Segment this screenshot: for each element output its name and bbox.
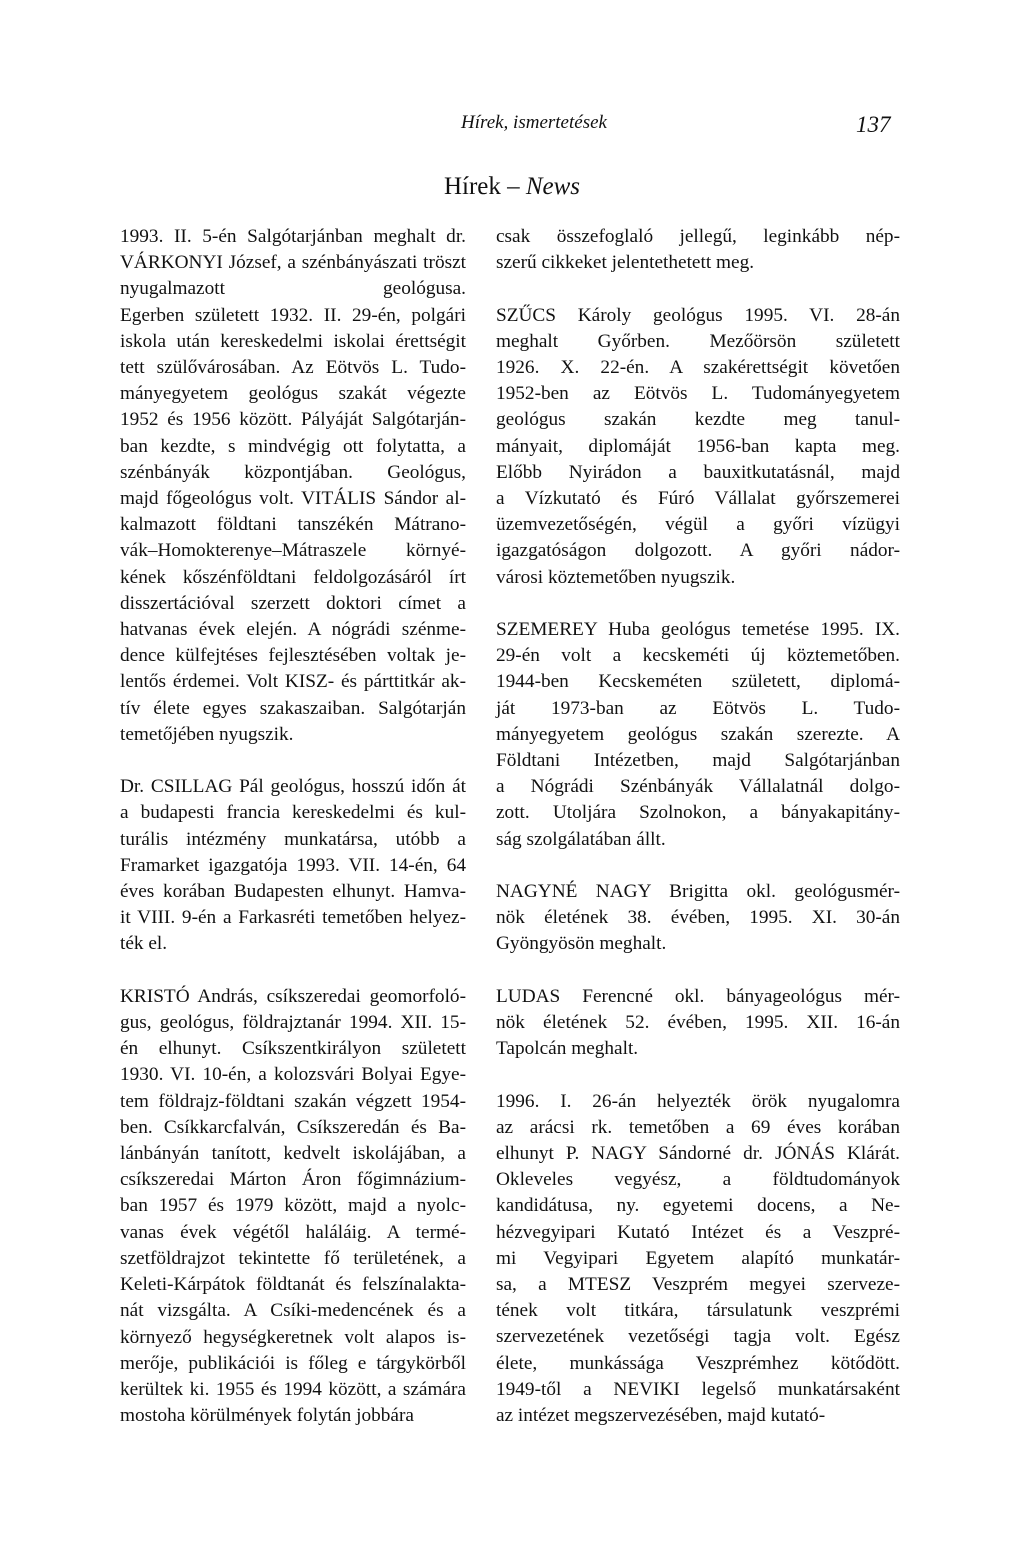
text-line: tív élete egyes szakaszaiban. Salgótarján xyxy=(120,697,466,719)
section-title-hungarian: Hírek xyxy=(443,173,501,200)
text-line: nát vizsgálta. A Csíki-medencének és a xyxy=(120,1300,466,1322)
text-line: nyugalmazott geológusa. xyxy=(120,278,466,300)
text-line: az arácsi rk. temetőben a 69 éves korában xyxy=(496,1116,900,1138)
text-line: éves korában Budapesten elhunyt. Hamva- xyxy=(120,881,466,903)
obituary-entry xyxy=(120,774,466,957)
text-line: környező hegységkeretnek volt alapos is- xyxy=(120,1326,466,1348)
text-line: Földtani Intézetben, majd Salgótarjánban xyxy=(496,750,900,772)
text-line: Tapolcán meghalt. xyxy=(496,1038,639,1060)
text-line: Dr. CSILLAG Pál geológus, hosszú időn át xyxy=(120,776,466,798)
text-line: ban kezdte, s mindvégig ott folytatta, a xyxy=(120,435,466,457)
text-line: én elhunyt. Csíkszentkirályon született xyxy=(120,1038,466,1060)
text-line: lánbányán tanított, kedvelt iskolájában, a xyxy=(120,1143,466,1165)
text-line: tem földrajz-földtani szakán végzett 1954- xyxy=(120,1090,466,1112)
text-line: 1926. X. 22-én. A szakérettségit követően xyxy=(496,357,900,378)
text-line: mányegyetem geológus szakán szerezte. A xyxy=(496,723,900,745)
text-line: temetőjében nyugszik. xyxy=(120,723,294,745)
text-line: 29-én volt a kecskeméti új köztemetőben. xyxy=(496,645,900,667)
text-line: városi köztemetőben nyugszik. xyxy=(496,566,736,588)
text-line: 1944-ben Kecskeméten született, diplomá- xyxy=(496,671,900,693)
text-line: Framarket igazgatója 1993. VII. 14-én, 64 xyxy=(120,854,466,876)
running-head xyxy=(0,112,1024,142)
text-line: merője, publikációi is főleg e tárgykörből xyxy=(120,1352,466,1374)
obituary-entry xyxy=(496,1089,900,1430)
section-title-english: News xyxy=(525,173,581,200)
text-line: Okleveles vegyész, a földtudományok xyxy=(496,1169,900,1191)
text-line: az intézet megszervezésében, majd kutató- xyxy=(496,1405,826,1427)
text-line: tett szülővárosában. Az Eötvös L. Tudo- xyxy=(120,357,466,379)
text-line: lentős érdemei. Volt KISZ- és párttitkár ak- xyxy=(120,671,466,693)
text-line: SZEMEREY Huba geológus temetése 1995. IX. xyxy=(496,619,900,641)
text-line: 1952-ben az Eötvös L. Tudományegyetem xyxy=(496,383,900,405)
left-column xyxy=(120,224,466,1456)
text-line: tének volt titkára, társulatunk veszprémi xyxy=(496,1300,900,1322)
text-line: disszertációval szerzett doktori címet a xyxy=(120,592,466,614)
text-line: Gyöngyösön meghalt. xyxy=(496,933,667,955)
text-line: iskola után kereskedelmi iskolai érettségit xyxy=(120,330,466,352)
section-title xyxy=(0,173,1024,201)
text-line: nök életének 38. évében, 1995. XI. 30-án xyxy=(496,907,900,929)
text-line: a Nógrádi Szénbányák Vállalatnál dolgo- xyxy=(496,776,900,798)
text-line: a Vízkutató és Fúró Vállalat győrszemerei xyxy=(496,488,900,510)
text-line: ban 1957 és 1979 között, majd a nyolc- xyxy=(120,1195,466,1217)
text-line: a budapesti francia kereskedelmi és kul- xyxy=(120,802,466,824)
text-line: kerültek ki. 1955 és 1994 között, a számára xyxy=(120,1378,466,1400)
text-line: it VIII. 9-én a Farkasréti temetőben helyez- xyxy=(120,907,466,929)
text-line: igazgatóságon dolgozott. A győri nádor- xyxy=(496,540,900,562)
text-line: LUDAS Ferencné okl. bányageológus mér- xyxy=(496,985,900,1007)
text-line: KRISTÓ András, csíkszeredai geomorfoló- xyxy=(120,985,466,1007)
text-line: NAGYNÉ NAGY Brigitta okl. geológusmér- xyxy=(496,881,900,903)
text-line: sa, a MTESZ Veszprém megyei szerveze- xyxy=(496,1274,900,1296)
text-line: szetföldrajzot tekintette fő területének, a xyxy=(120,1247,466,1269)
text-line: ság szolgálatában állt. xyxy=(496,828,666,850)
text-line: vák–Homokterenye–Mátraszele környé- xyxy=(120,540,466,562)
section-title-separator: – xyxy=(500,173,526,200)
text-line: ját 1973-ban az Eötvös L. Tudo- xyxy=(496,697,900,719)
text-line: gus, geológus, földrajztanár 1994. XII. 15- xyxy=(120,1012,466,1034)
text-line: 1949-től a NEVIKI legelső munkatársaként xyxy=(496,1378,900,1400)
text-line: Egerben született 1932. II. 29-én, polgári xyxy=(120,304,466,326)
text-line: csíkszeredai Márton Áron főgimnázium- xyxy=(120,1169,466,1191)
text-line: mányegyetem geológus szakát végezte xyxy=(120,383,466,405)
text-line: ték el. xyxy=(120,933,168,955)
text-line: szénbányák központjában. Geológus, xyxy=(120,461,466,483)
text-line: geológus szakán kezdte meg tanul- xyxy=(496,409,900,431)
obituary-entry xyxy=(496,617,900,853)
page-number: 137 xyxy=(856,112,891,137)
text-line: dence külfejtéses fejlesztésében voltak je- xyxy=(120,645,466,667)
text-line: nök életének 52. évében, 1995. XII. 16-án xyxy=(496,1012,900,1034)
running-title: Hírek, ismertetések xyxy=(461,112,607,133)
text-line: hatvanas évek elején. A nógrádi szénme- xyxy=(120,619,466,641)
text-line: meghalt Győrben. Mezőörsön született xyxy=(496,330,900,352)
text-line: hézvegyipari Kutató Intézet és a Veszpré- xyxy=(496,1221,900,1243)
obituary-entry xyxy=(496,224,900,276)
obituary-entry xyxy=(496,984,900,1063)
text-line: elhunyt P. NAGY Sándorné dr. JÓNÁS Klárát. xyxy=(496,1143,900,1165)
text-line: szervezetének vezetőségi tagja volt. Egész xyxy=(496,1326,900,1348)
text-line: Keleti-Kárpátok földtanát és felszínalakta- xyxy=(120,1274,466,1296)
text-line: kének kőszénföldtani feldolgozásáról írt xyxy=(120,566,466,588)
text-line: zott. Utoljára Szolnokon, a bányakapitány- xyxy=(496,802,900,824)
text-line: szerű cikkeket jelentethetett meg. xyxy=(496,252,755,274)
text-line: kandidátusa, ny. egyetemi docens, a Ne- xyxy=(496,1195,900,1217)
text-line: Előbb Nyirádon a bauxitkutatásnál, majd xyxy=(496,461,900,483)
text-line: mi Vegyipari Egyetem alapító munkatár- xyxy=(496,1247,900,1269)
text-line: majd főgeológus volt. VITÁLIS Sándor al- xyxy=(120,488,466,510)
text-line: SZŰCS Károly geológus 1995. VI. 28-án xyxy=(496,304,900,326)
text-line: 1996. I. 26-án helyezték örök nyugalomra xyxy=(496,1090,900,1112)
text-line: mányait, diplomáját 1956-ban kapta meg. xyxy=(496,435,900,457)
obituary-entry xyxy=(120,224,466,748)
text-line: turális intézmény munkatársa, utóbb a xyxy=(120,828,466,850)
text-line: 1993. II. 5-én Salgótarjánban meghalt dr. xyxy=(120,226,466,247)
text-line: 1952 és 1956 között. Pályáját Salgótarján- xyxy=(120,409,466,431)
text-line: csak összefoglaló jellegű, leginkább nép- xyxy=(496,226,900,247)
text-line: VÁRKONYI József, a szénbányászati tröszt xyxy=(120,252,466,274)
text-line: élete, munkássága Veszprémhez kötődött. xyxy=(496,1352,900,1374)
obituary-entry xyxy=(496,879,900,958)
obituary-entry xyxy=(120,984,466,1429)
text-line: 1930. VI. 10-én, a kolozsvári Bolyai Egye- xyxy=(120,1064,466,1086)
text-line: kalmazott földtani tanszékén Mátrano- xyxy=(120,514,466,536)
text-line: üzemvezetőségén, végül a győri vízügyi xyxy=(496,514,900,536)
text-line: ben. Csíkkarcfalván, Csíkszeredán és Ba- xyxy=(120,1116,466,1138)
text-line: vanas évek végétől haláláig. A termé- xyxy=(120,1221,466,1243)
text-line: mostoha körülmények folytán jobbára xyxy=(120,1405,414,1427)
right-column xyxy=(496,224,900,1455)
obituary-entry xyxy=(496,303,900,591)
